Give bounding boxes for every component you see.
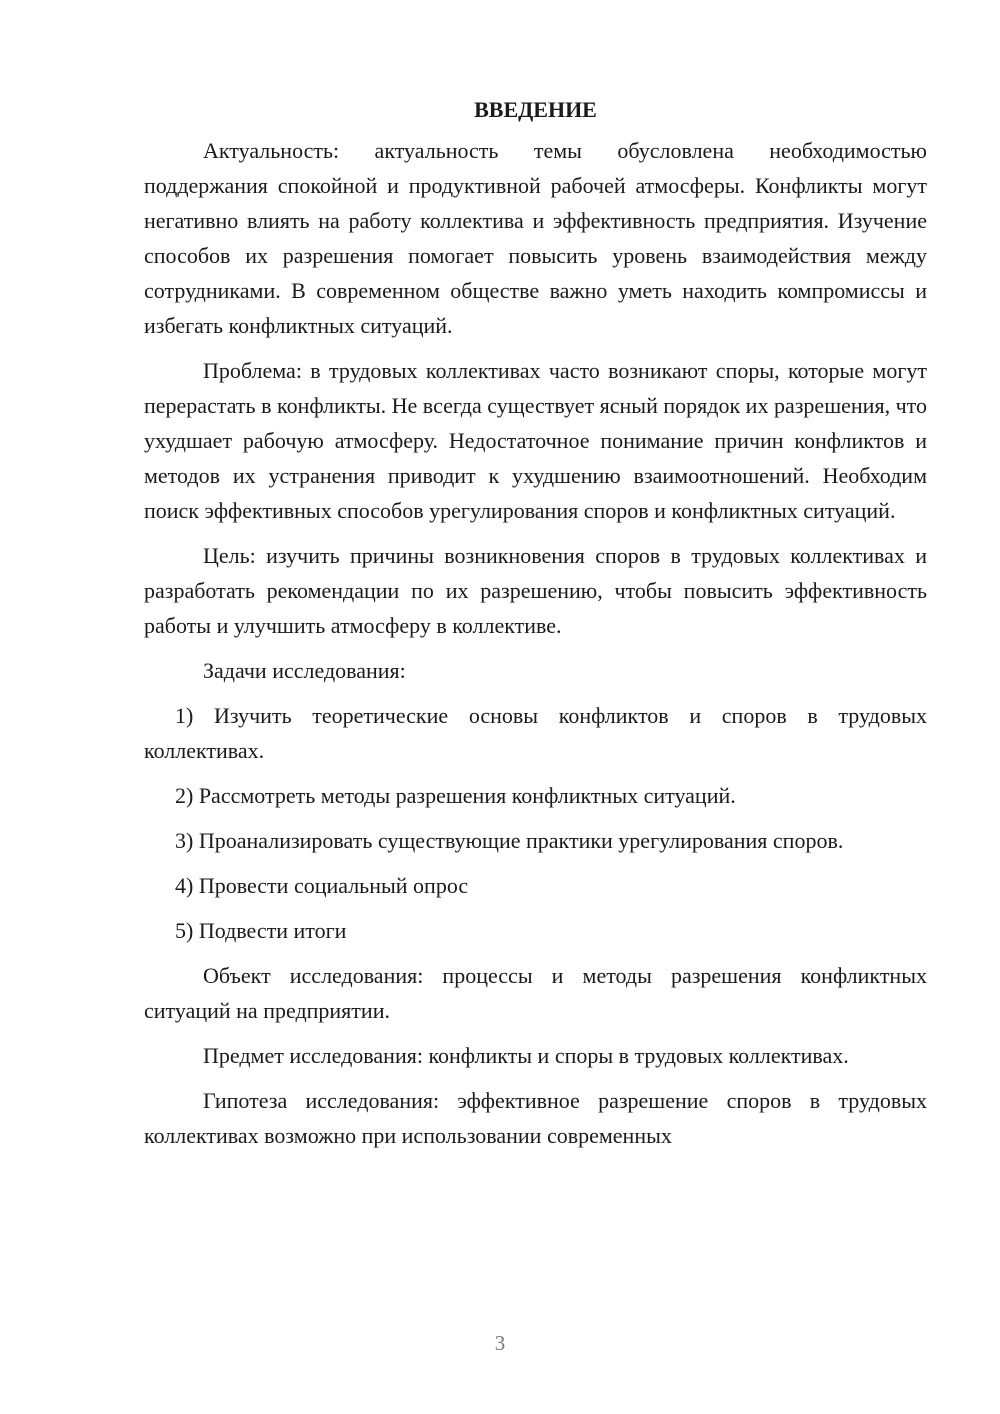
section-title: ВВЕДЕНИЕ	[474, 97, 597, 122]
paragraph-object: Объект исследования: процессы и методы разрешения конфликтных ситуаций на предприятии.	[144, 963, 927, 1023]
task-item-3: 3) Проанализировать существующие практики урегулирования споров.	[175, 828, 844, 853]
paragraph-relevance: Актуальность: актуальность темы обусловлена необходимостью поддержания спокойной и продуктивной рабочей атмосферы. Конфликты могут негативно влиять на работу коллектива и эффективность предприятия. Изучение способов их разрешения помогает повысить уровень взаимодействия между сотрудниками. В современном обществе важно уметь находить компромиссы и избегать конфликтных ситуаций.	[144, 138, 927, 338]
tasks-heading: Задачи исследования:	[203, 658, 406, 683]
task-item-2: 2) Рассмотреть методы разрешения конфликтных ситуаций.	[175, 783, 736, 808]
task-item-4: 4) Провести социальный опрос	[175, 873, 469, 898]
paragraph-subject: Предмет исследования: конфликты и споры в трудовых коллективах.	[203, 1043, 849, 1068]
task-item-1: 1) Изучить теоретические основы конфликтов и споров в трудовых коллективах.	[144, 703, 927, 763]
paragraph-goal: Цель: изучить причины возникновения споров в трудовых коллективах и разработать рекомендации по их разрешению, чтобы повысить эффективность работы и улучшить атмосферу в коллективе.	[144, 543, 927, 638]
paragraph-problem: Проблема: в трудовых коллективах часто возникают споры, которые могут перерастать в конфликты. Не всегда существует ясный порядок их разрешения, что ухудшает рабочую атмосферу. Недостаточное понимание причин конфликтов и методов их устранения приводит к ухудшению взаимоотношений. Необходим поиск эффективных способов урегулирования споров и конфликтных ситуаций.	[144, 358, 927, 523]
document-page	[144, 92, 927, 1163]
page-number: 3	[494, 1331, 506, 1355]
paragraph-hypothesis: Гипотеза исследования: эффективное разрешение споров в трудовых коллективах возможно при использовании современных	[144, 1088, 927, 1148]
task-item-5: 5) Подвести итоги	[175, 918, 347, 943]
